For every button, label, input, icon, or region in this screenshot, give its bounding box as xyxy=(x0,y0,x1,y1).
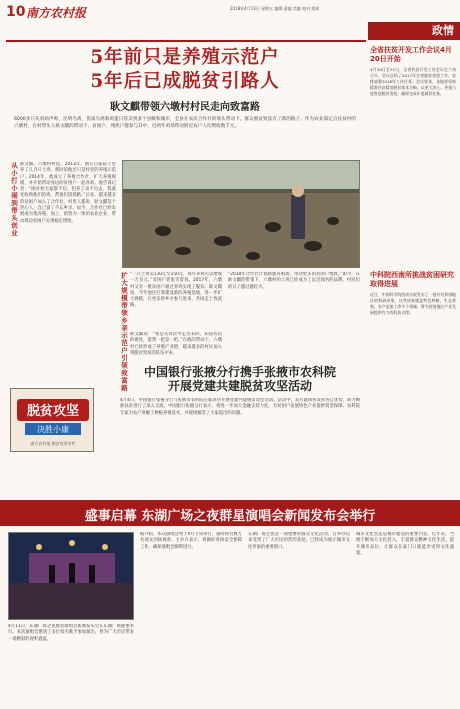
badge-sub-text: 决胜小康 xyxy=(37,425,69,434)
article-2-body: 4月4日，中国银行张掖分行与张掖市农科院在临泽县开展党建共建脱贫攻坚活动。活动中，双方就如何发挥各自优势，助力精准扶贫进行了深入交流。中国银行张掖分行表示，将进一步加大金融支持力度，为贫困户发展特色产业提供资金保障。农科院专家为农户讲解了种植养殖技术，并现场解答了大家提出的问题。 xyxy=(120,398,360,416)
page-header xyxy=(0,0,460,42)
lede-paragraph: 6000多只灰羽鸡声鸣，昆明乌鸡，优质乌鸡和鸡蛋日常卖到多个县级和城市，全县在农民合作社的领头带动下，群众脱贫致富有了新的路子。作为农业部定点扶贫村的六墩村，在村带头人耿文麒的带动下，贫困户、残疾户都参与其中，近两年鸡场带动附近农户人均增收数千元。 xyxy=(14,117,356,129)
sidebar-story-1-title: 全省扶贫开发工作会议4月20日开始 xyxy=(370,46,452,63)
poverty-badge xyxy=(10,388,94,452)
chicken-farm-photo xyxy=(122,160,360,268)
section-3-title: 示范户引领致富路 xyxy=(120,332,128,392)
date-line: 2018年4月13日 星期五 编辑 责编 美编 校对 组织 xyxy=(230,6,320,11)
sidebar-story-2-text: 近日，中国科学院西南分院发布了一批针对贫困地区的科研成果。这些成果涵盖特色种植、生态养殖、农产品加工等多个领域，将为贫困地区产业发展提供有力的科技支撑。 xyxy=(370,292,456,315)
sidebar-story-1-text: 4月20日至22日，全省扶贫开发工作会议在兰州召开。会议总结了2017年全省脱贫攻坚工作，安排部署2018年工作任务。会议要求，各地要坚持精准扶贫精准脱贫基本方略，以更大决心、更强力度推进脱贫攻坚，确保完成年度减贫任务。 xyxy=(370,67,456,96)
article-2-title-line-1: 中国银行张掖分行携手张掖市农科院 xyxy=(143,365,336,379)
article-column-1: 耿文麒，六墩村村民，2013年，他在自家院子里养了几百只土鸡，那时的他还只是村里的养殖示范户。2014年，他成立了养殖合作社，扩大养殖规模，并开始带动身边的贫困户一起养鸡。他告诉记者：“刚开始大家都不信，怕养了卖不出去，我就先收购他们的鸡，帮他们找销路。”后来，越来越多的贫困户加入了合作社。村里人都说，耿文麒是个热心人，自己富了不忘乡亲。如今，合作社已经发展成为集养殖、加工、销售为一体的农业企业，带动周边贫困户实现稳定增收。 xyxy=(20,162,116,224)
section-tab: 政情 xyxy=(368,22,460,40)
badge-main-text: 脱贫攻坚 xyxy=(26,404,80,419)
sidebar xyxy=(370,46,456,462)
article-2-headline xyxy=(120,365,360,393)
concert-photo xyxy=(8,532,134,620)
feature-title: 盛事启幕 东湖广场之夜群星演唱会新闻发布会举行 xyxy=(84,509,376,524)
article-2-title-line-2: 开展党建共建脱贫攻坚活动 xyxy=(167,379,312,393)
header-rule xyxy=(6,40,366,42)
subheadline: 耿文麒带领六墩村村民走向致富路 xyxy=(110,102,260,113)
lead-story xyxy=(8,46,362,130)
sidebar-story-2-title: 中科院西南所挑战贫困研究取得进展 xyxy=(370,271,454,288)
feature-column-3: 东湖广场之夜是一项重要的群众文化活动，自举办以来受到了广大市民的热烈欢迎，已经成为展示城市文化形象的重要窗口。 xyxy=(248,532,350,550)
headline-line-1: 5年前只是养殖示范户 xyxy=(90,47,280,68)
headline-line-2: 5年后已成脱贫引路人 xyxy=(90,71,280,92)
badge-tagline: 南方农村报 脱贫攻坚专栏 xyxy=(30,441,76,446)
paper-logo: 南方农村报 xyxy=(26,6,87,20)
article-column-2: “一只土鸡卖130元至150元，每年养鸡可以增收一万多元。”贫困户老张笑着说。2017年，六墩村又有一批贫困户通过养鸡实现了脱贫。耿文麒说，今年他还打算建设新的养殖基地，进一步扩大规模，让更多的乡亲参与进来，共同走上致富路。 xyxy=(130,272,222,309)
article-column-3: 耿文麒说：“我是从农民中走出来的，知道农民的难处，能帮一把是一把。”在他的带动下，六墩村已经形成了养殖产业链，越来越多的村民加入到脱贫致富的队伍中来。 xyxy=(130,332,222,356)
section-1-title: 从小打小闹到带头创业 xyxy=(10,162,18,237)
page-number: 10 xyxy=(6,4,26,20)
feature-column-2: 据介绍，本次演唱会将于4月下旬举行，届时将有数万名观众到场观看。主办方表示，将做好各项安全保障工作，确保演唱会顺利进行。 xyxy=(140,532,242,550)
section-2-title: 扩大规模带领乡亲 xyxy=(120,272,128,332)
article-column-4: “2018年合作社计划新建养殖场，带动更多的贫困户增收。”如今，在耿文麒的带领下，六墩村的土鸡已经成为了远近闻名的品牌，村民们的日子越过越红火。 xyxy=(228,272,360,290)
feature-column-1: 4月11日，东湖广场之夜群星演唱会新闻发布会在东湖广场隆重举行。本次演唱会邀请了多位知名歌手参加演出，将为广大市民带来一场精彩的视听盛宴。 xyxy=(8,624,134,642)
feature-column-4: 城市文化营造是城市建设的重要内容。近年来，当地不断加大文化投入，丰富群众精神文化生活，提升城市品位，让群众在家门口就能享受到文化盛宴。 xyxy=(356,532,454,556)
